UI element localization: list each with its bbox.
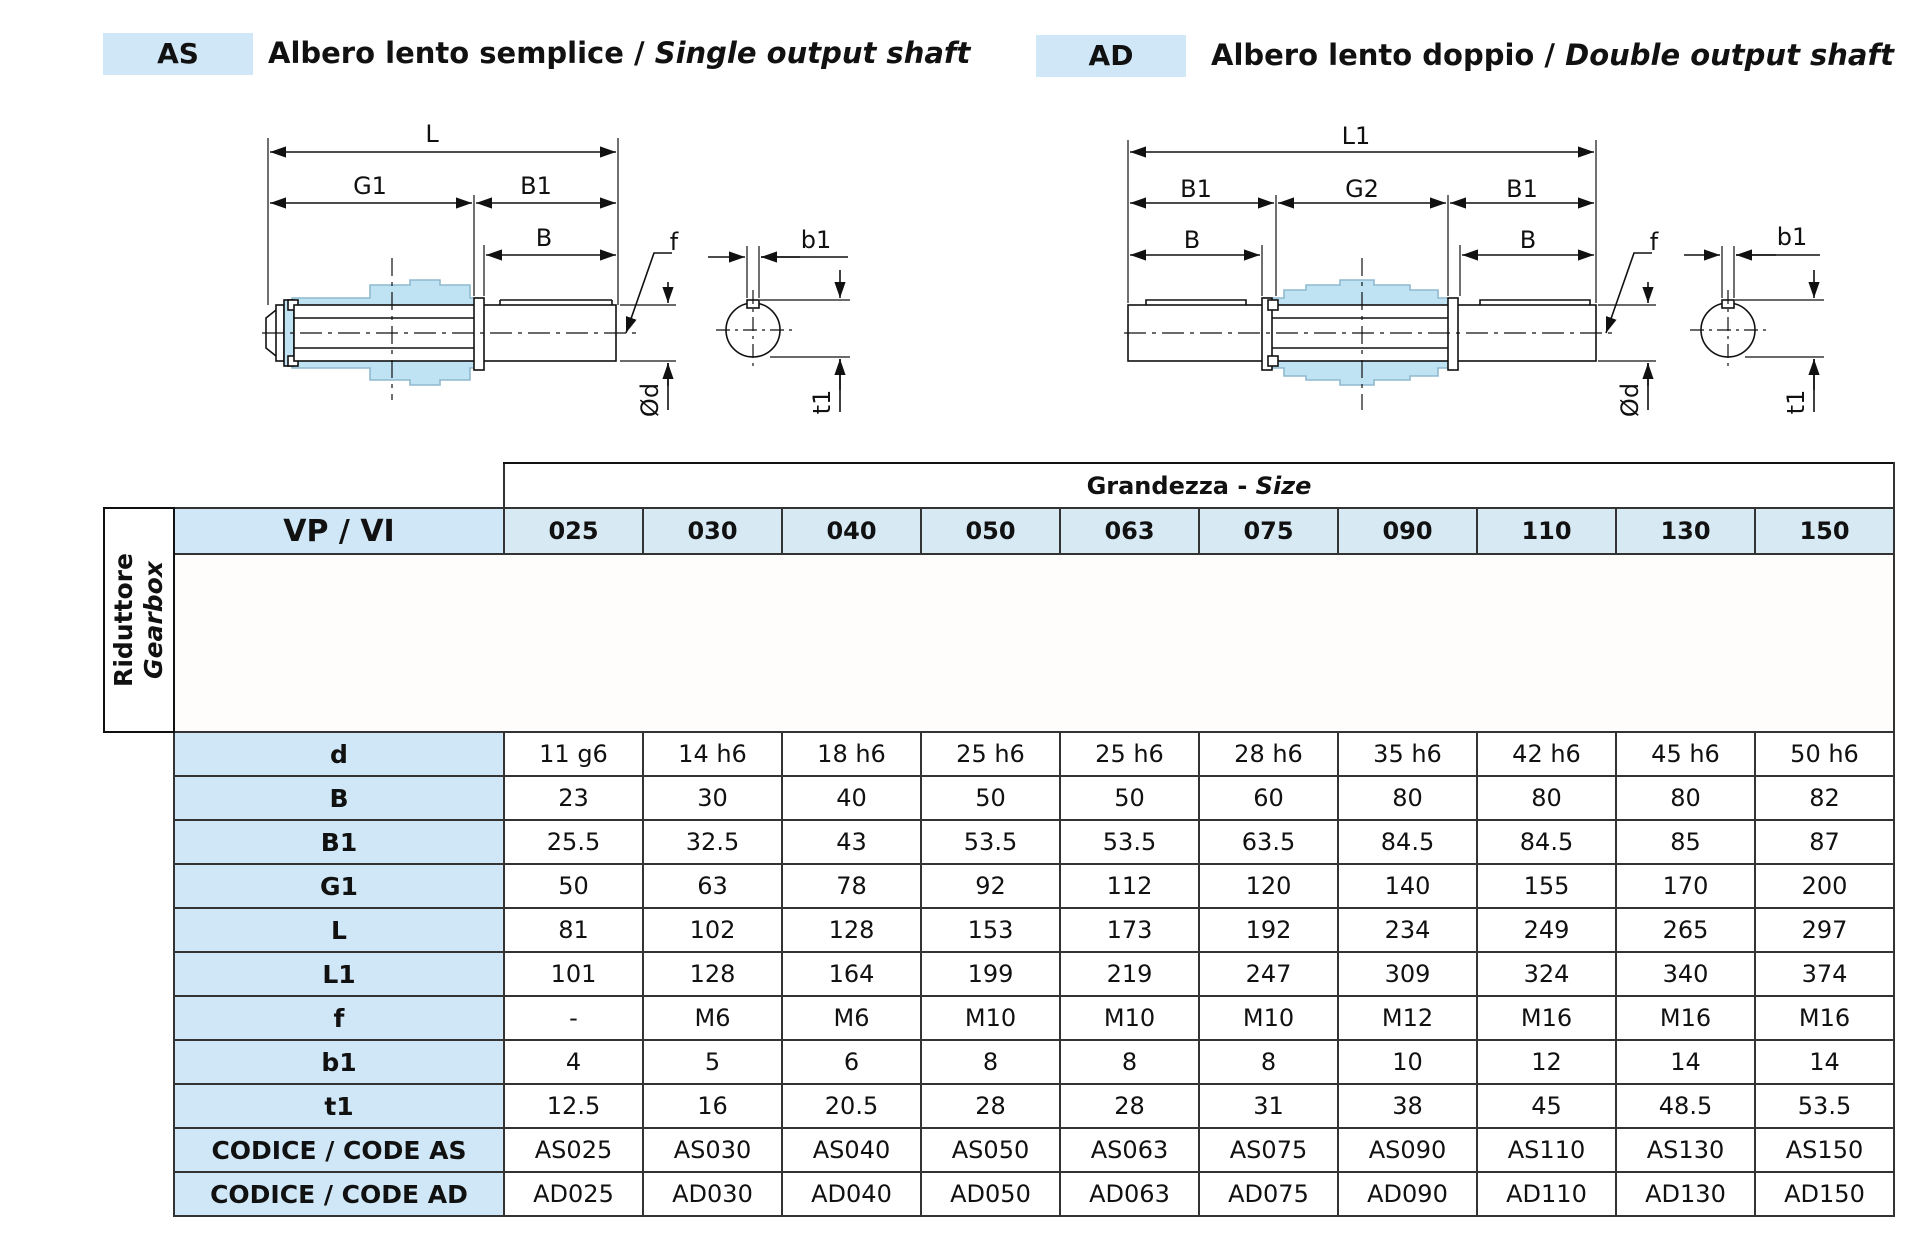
table-cell: 199 bbox=[921, 952, 1060, 996]
gearbox-image-area bbox=[174, 554, 1894, 732]
table-cell: AD110 bbox=[1477, 1172, 1616, 1216]
table-cell: AS110 bbox=[1477, 1128, 1616, 1172]
table-cell: 38 bbox=[1338, 1084, 1477, 1128]
table-cell: 4 bbox=[504, 1040, 643, 1084]
table-cell: 50 bbox=[1060, 776, 1199, 820]
table-cell: 63.5 bbox=[1199, 820, 1338, 864]
table-row bbox=[104, 1040, 1894, 1084]
table-cell: 18 h6 bbox=[782, 732, 921, 776]
table-cell: AD130 bbox=[1616, 1172, 1755, 1216]
gearbox-label-cell bbox=[104, 508, 174, 732]
size-caption-en: Size bbox=[1255, 471, 1312, 500]
table-cell: 35 h6 bbox=[1338, 732, 1477, 776]
table-cell: 14 bbox=[1755, 1040, 1894, 1084]
table-row bbox=[104, 732, 1894, 776]
table-cell: 120 bbox=[1199, 864, 1338, 908]
table-cell: AS150 bbox=[1755, 1128, 1894, 1172]
table-cell: 28 h6 bbox=[1199, 732, 1338, 776]
table-cell: AD090 bbox=[1338, 1172, 1477, 1216]
table-cell: 155 bbox=[1477, 864, 1616, 908]
as-title-it: Albero lento semplice / bbox=[268, 36, 655, 70]
table-cell: AS090 bbox=[1338, 1128, 1477, 1172]
as-label-B: B bbox=[535, 224, 553, 252]
table-cell: 128 bbox=[782, 908, 921, 952]
table-cell: AD075 bbox=[1199, 1172, 1338, 1216]
table-row bbox=[104, 1084, 1894, 1128]
table-cell: AS030 bbox=[643, 1128, 782, 1172]
table-cell: 140 bbox=[1338, 864, 1477, 908]
size-caption bbox=[504, 463, 1894, 508]
row-label: d bbox=[174, 732, 504, 776]
table-cell: 31 bbox=[1199, 1084, 1338, 1128]
table-cell: 50 h6 bbox=[1755, 732, 1894, 776]
table-cell: 16 bbox=[643, 1084, 782, 1128]
table-cell: 234 bbox=[1338, 908, 1477, 952]
ad-label-G2: G2 bbox=[1345, 175, 1379, 203]
table-cell: 53.5 bbox=[921, 820, 1060, 864]
row-label: L bbox=[174, 908, 504, 952]
as-tag: AS bbox=[103, 33, 253, 75]
as-drawing bbox=[262, 138, 850, 412]
table-cell: 153 bbox=[921, 908, 1060, 952]
table-cell: 60 bbox=[1199, 776, 1338, 820]
table-cell: 14 bbox=[1616, 1040, 1755, 1084]
table-cell: AD040 bbox=[782, 1172, 921, 1216]
gearbox-image-row bbox=[104, 554, 1894, 732]
table-cell: M10 bbox=[1060, 996, 1199, 1040]
table-cell: 8 bbox=[1060, 1040, 1199, 1084]
ad-label-B1-left: B1 bbox=[1180, 175, 1212, 203]
table-cell: M16 bbox=[1477, 996, 1616, 1040]
table-cell: 340 bbox=[1616, 952, 1755, 996]
size-050: 050 bbox=[921, 508, 1060, 554]
row-label: CODICE / CODE AS bbox=[174, 1128, 504, 1172]
table-cell: 87 bbox=[1755, 820, 1894, 864]
table-cell: M16 bbox=[1616, 996, 1755, 1040]
as-label-b1: b1 bbox=[800, 226, 832, 254]
table-cell: AS025 bbox=[504, 1128, 643, 1172]
table-cell: 265 bbox=[1616, 908, 1755, 952]
table-cell: 28 bbox=[921, 1084, 1060, 1128]
table-cell: 10 bbox=[1338, 1040, 1477, 1084]
table-cell: 42 h6 bbox=[1477, 732, 1616, 776]
table-cell: M10 bbox=[921, 996, 1060, 1040]
as-label-G1: G1 bbox=[353, 172, 387, 200]
table-cell: AD063 bbox=[1060, 1172, 1199, 1216]
table-cell: 25 h6 bbox=[921, 732, 1060, 776]
table-cell: AS040 bbox=[782, 1128, 921, 1172]
gearbox-label-en: Gearbox bbox=[139, 561, 168, 679]
gearbox-label bbox=[109, 553, 169, 687]
row-label: G1 bbox=[174, 864, 504, 908]
as-label-t1: t1 bbox=[808, 389, 836, 415]
table-cell: 173 bbox=[1060, 908, 1199, 952]
table-cell: AS130 bbox=[1616, 1128, 1755, 1172]
row-label: b1 bbox=[174, 1040, 504, 1084]
table-cell: 80 bbox=[1338, 776, 1477, 820]
table-cell: 6 bbox=[782, 1040, 921, 1084]
table-cell: 12.5 bbox=[504, 1084, 643, 1128]
table-row bbox=[104, 952, 1894, 996]
table-cell: 192 bbox=[1199, 908, 1338, 952]
ad-label-b1: b1 bbox=[1776, 223, 1808, 251]
table-cell: 40 bbox=[782, 776, 921, 820]
table-cell: 50 bbox=[921, 776, 1060, 820]
table-cell: 164 bbox=[782, 952, 921, 996]
row-label: CODICE / CODE AD bbox=[174, 1172, 504, 1216]
size-150: 150 bbox=[1755, 508, 1894, 554]
table-row bbox=[104, 996, 1894, 1040]
table-cell: 102 bbox=[643, 908, 782, 952]
ad-label-L1: L1 bbox=[1341, 122, 1371, 150]
table-cell: - bbox=[504, 996, 643, 1040]
table-row bbox=[104, 776, 1894, 820]
table-cell: 309 bbox=[1338, 952, 1477, 996]
size-130: 130 bbox=[1616, 508, 1755, 554]
table-cell: 45 h6 bbox=[1616, 732, 1755, 776]
size-075: 075 bbox=[1199, 508, 1338, 554]
table-cell: 80 bbox=[1616, 776, 1755, 820]
table-cell: 82 bbox=[1755, 776, 1894, 820]
table-cell: 53.5 bbox=[1060, 820, 1199, 864]
table-cell: 297 bbox=[1755, 908, 1894, 952]
table-cell: 45 bbox=[1477, 1084, 1616, 1128]
row-label: B1 bbox=[174, 820, 504, 864]
table-cell: AD050 bbox=[921, 1172, 1060, 1216]
table-cell: 101 bbox=[504, 952, 643, 996]
ad-label-B-right: B bbox=[1519, 226, 1537, 254]
table-cell: 5 bbox=[643, 1040, 782, 1084]
table-cell: 25.5 bbox=[504, 820, 643, 864]
row-label: L1 bbox=[174, 952, 504, 996]
table-cell: 53.5 bbox=[1755, 1084, 1894, 1128]
ad-title-en: Double output shaft bbox=[1565, 38, 1894, 72]
table-cell: 84.5 bbox=[1477, 820, 1616, 864]
table-cell: 43 bbox=[782, 820, 921, 864]
ad-title-it: Albero lento doppio / bbox=[1211, 38, 1566, 72]
table-cell: 200 bbox=[1755, 864, 1894, 908]
table-cell: 20.5 bbox=[782, 1084, 921, 1128]
row-label: f bbox=[174, 996, 504, 1040]
table-cell: 249 bbox=[1477, 908, 1616, 952]
as-label-d: Ød bbox=[636, 382, 664, 418]
size-025: 025 bbox=[504, 508, 643, 554]
table-cell: 8 bbox=[1199, 1040, 1338, 1084]
as-label-B1: B1 bbox=[520, 172, 552, 200]
dimensions-table bbox=[103, 462, 1895, 1217]
table-cell: 85 bbox=[1616, 820, 1755, 864]
table-cell: 219 bbox=[1060, 952, 1199, 996]
table-cell: 30 bbox=[643, 776, 782, 820]
as-title-en: Single output shaft bbox=[654, 36, 971, 70]
table-cell: 63 bbox=[643, 864, 782, 908]
table-cell: 112 bbox=[1060, 864, 1199, 908]
table-cell: 8 bbox=[921, 1040, 1060, 1084]
ad-label-t1: t1 bbox=[1782, 389, 1810, 415]
table-row bbox=[104, 864, 1894, 908]
ad-label-B-left: B bbox=[1183, 226, 1201, 254]
size-090: 090 bbox=[1338, 508, 1477, 554]
table-row bbox=[104, 820, 1894, 864]
table-cell: 374 bbox=[1755, 952, 1894, 996]
table-cell: 23 bbox=[504, 776, 643, 820]
table-cell: 170 bbox=[1616, 864, 1755, 908]
table-cell: AD025 bbox=[504, 1172, 643, 1216]
table-cell: 32.5 bbox=[643, 820, 782, 864]
table-cell: 78 bbox=[782, 864, 921, 908]
table-cell: AD150 bbox=[1755, 1172, 1894, 1216]
table-cell: AS075 bbox=[1199, 1128, 1338, 1172]
ad-label-d: Ød bbox=[1616, 382, 1644, 418]
table-cell: 92 bbox=[921, 864, 1060, 908]
size-header-row bbox=[104, 508, 1894, 554]
table-cell: 28 bbox=[1060, 1084, 1199, 1128]
table-cell: M16 bbox=[1755, 996, 1894, 1040]
ad-label-f: f bbox=[1649, 228, 1659, 256]
table-cell: 12 bbox=[1477, 1040, 1616, 1084]
table-cell: 80 bbox=[1477, 776, 1616, 820]
table-cell: 84.5 bbox=[1338, 820, 1477, 864]
size-040: 040 bbox=[782, 508, 921, 554]
size-caption-it: Grandezza - bbox=[1086, 471, 1256, 500]
table-cell: 48.5 bbox=[1616, 1084, 1755, 1128]
size-030: 030 bbox=[643, 508, 782, 554]
table-cell: AS050 bbox=[921, 1128, 1060, 1172]
table-cell: 11 g6 bbox=[504, 732, 643, 776]
table-row bbox=[104, 908, 1894, 952]
table-cell: 324 bbox=[1477, 952, 1616, 996]
ad-drawing bbox=[1124, 140, 1824, 412]
table-cell: M10 bbox=[1199, 996, 1338, 1040]
shaft-drawings bbox=[0, 0, 1922, 440]
row-label: t1 bbox=[174, 1084, 504, 1128]
as-label-L: L bbox=[425, 120, 439, 148]
table-cell: AS063 bbox=[1060, 1128, 1199, 1172]
table-cell: 247 bbox=[1199, 952, 1338, 996]
table-cell: M6 bbox=[643, 996, 782, 1040]
as-label-f: f bbox=[669, 228, 679, 256]
gearbox-label-it: Riduttore bbox=[109, 553, 138, 687]
table-cell: 50 bbox=[504, 864, 643, 908]
table-cell: 14 h6 bbox=[643, 732, 782, 776]
size-063: 063 bbox=[1060, 508, 1199, 554]
ad-label-B1-right: B1 bbox=[1506, 175, 1538, 203]
ad-dimension-labels bbox=[1180, 122, 1810, 417]
table-cell: M12 bbox=[1338, 996, 1477, 1040]
size-caption-row bbox=[104, 463, 1894, 508]
table-row bbox=[104, 1172, 1894, 1216]
row-label: B bbox=[174, 776, 504, 820]
model-label: VP / VI bbox=[174, 508, 504, 554]
table-cell: 128 bbox=[643, 952, 782, 996]
ad-tag: AD bbox=[1036, 35, 1186, 77]
table-cell: 81 bbox=[504, 908, 643, 952]
table-cell: 25 h6 bbox=[1060, 732, 1199, 776]
size-110: 110 bbox=[1477, 508, 1616, 554]
table-cell: M6 bbox=[782, 996, 921, 1040]
table-row bbox=[104, 1128, 1894, 1172]
table-cell: AD030 bbox=[643, 1172, 782, 1216]
